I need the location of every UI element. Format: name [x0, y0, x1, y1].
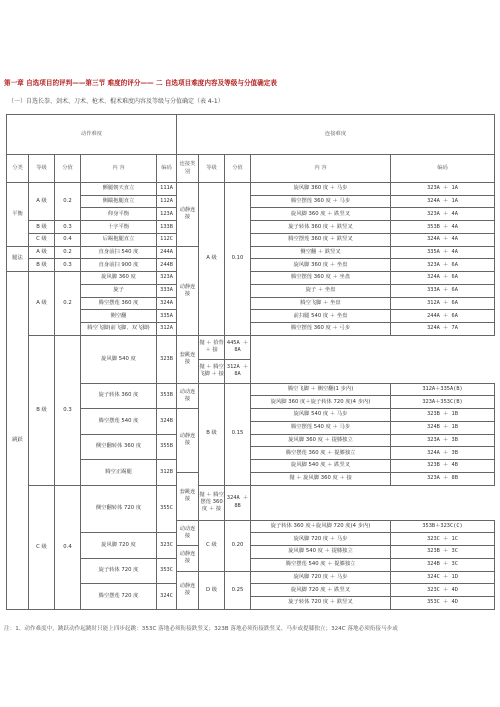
connection-score-cell: 0.10 [225, 183, 251, 336]
connection-content-cell: 旋子转体 360 度＋旋风脚 720 度(4 步内) [251, 520, 391, 533]
connection-content-cell: 抛 ＋ 腾空飞脚 ＋ 接 [199, 359, 225, 383]
connection-content-cell: 旋子转体 360 度 ＋ 跌竖叉 [251, 221, 391, 234]
content-cell: 腾空摆莲 360 度 [81, 297, 157, 310]
connection-score-cell: 0.25 [225, 571, 251, 609]
header-code: 编码 [157, 155, 177, 183]
content-cell: 后踢抱腿直立 [81, 233, 157, 246]
connection-content-cell: 旋风脚 540 度 ＋ 跌竖叉 [251, 460, 391, 473]
header-action-difficulty: 动作难度 [7, 115, 177, 155]
connection-code-cell: 324B ＋ 3C [391, 558, 495, 571]
score-cell: 0.2 [55, 272, 81, 336]
connection-code-cell: 353C ＋ 4D [391, 597, 495, 610]
code-cell: 353B [157, 383, 177, 408]
connection-content-cell: 腾空摆莲 360 度 ＋ 坐盘 [251, 272, 391, 285]
category-cell: 跳跃 [7, 272, 29, 610]
connection-code-cell: 353B＋323C(C) [391, 520, 495, 533]
connection-content-cell: 前扫腿 540 度 ＋ 坐盘 [251, 310, 391, 323]
connection-content-cell: 旋风脚 540 度 ＋ 提膝独立 [251, 546, 391, 559]
connection-code-cell: 335A ＋ 4A [391, 246, 495, 259]
code-cell: 323A [157, 272, 177, 285]
category-cell: 腿法 [7, 246, 29, 271]
header-category: 分类 [7, 155, 29, 183]
level-cell: B 级 [29, 259, 55, 272]
content-cell: 腾空正踢腿 [81, 460, 157, 485]
code-cell: 112C [157, 233, 177, 246]
connection-content-cell: 腾空摆莲 360 度 ＋ 弓步 [251, 323, 391, 336]
code-cell: 312A [157, 323, 177, 336]
connection-score-cell: 0.15 [225, 383, 251, 485]
connection-level-cell: D 级 [199, 571, 225, 609]
level-cell: A 级 [29, 272, 55, 336]
connection-content-cell: 抛 ＋ 旋风脚 360 度 ＋ 接 [251, 472, 391, 485]
connection-content-cell: 旋风脚 360 度 ＋ 跌竖叉 [251, 208, 391, 221]
code-cell: 355B [157, 434, 177, 459]
code-cell: 333A [157, 284, 177, 297]
connection-content-cell: 旋风脚 360 度 ＋ 马步 [251, 183, 391, 196]
connection-type-cell: 动静连接 [177, 246, 199, 335]
connection-level-cell: B 级 [199, 383, 225, 485]
connection-code-cell: 244A ＋ 6A [391, 310, 495, 323]
content-cell: 侧空翻转体 360 度 [81, 434, 157, 459]
connection-code-cell: 323A＋353C(B) [391, 396, 495, 409]
connection-code-cell: 323A ＋ 6A [391, 259, 495, 272]
header-level: 等级 [29, 155, 55, 183]
table-caption: （一）自选长拳、剑术、刀术、枪术、棍术难度内容及等级与分值确定（表 4-1） [8, 98, 224, 105]
connection-code-cell: 324A ＋ 4A [391, 233, 495, 246]
score-cell: 0.2 [55, 183, 81, 221]
connection-code-cell: 324A ＋ 3B [391, 447, 495, 460]
content-cell: 旋子 [81, 284, 157, 297]
connection-code-cell: 323A ＋ 3B [391, 434, 495, 447]
content-cell: 腾空摆莲 720 度 [81, 584, 157, 610]
connection-code-cell: 312A ＋ 8A [225, 359, 251, 383]
header-content: 内 容 [81, 155, 157, 183]
connection-level-cell: A 级 [199, 183, 225, 336]
connection-content-cell: 抛 ＋ 腾空摆莲 360 度 ＋ 接 [199, 485, 225, 520]
connection-type-cell: 动动连接 [177, 520, 199, 545]
connection-type-cell: 套跳连接 [177, 472, 199, 520]
level-cell: B 级 [29, 335, 55, 485]
connection-content-cell: 抛 ＋ 拾背 ＋ 接 [199, 335, 225, 359]
code-cell: 133B [157, 221, 177, 234]
connection-level-cell: C 级 [199, 520, 225, 571]
connection-code-cell: 312A＋335A(B) [391, 383, 495, 396]
code-cell: 244A [157, 246, 177, 259]
content-cell: 旋风脚 360 度 [81, 272, 157, 285]
content-cell: 颤腿朝天直立 [81, 183, 157, 196]
content-cell: 侧踹抱腿直立 [81, 195, 157, 208]
connection-code-cell: 324A ＋ 8B [225, 485, 251, 520]
connection-code-cell: 333A ＋ 6A [391, 284, 495, 297]
code-cell: 324A [157, 297, 177, 310]
content-cell: 腾空飞脚(前飞脚、双飞脚) [81, 323, 157, 336]
connection-code-cell: 323C ＋ 1C [391, 533, 495, 546]
connection-code-cell: 323B ＋ 3C [391, 546, 495, 559]
page-heading: 第一章 自选项目的评判——第三节 难度的评分—— 二 自选项目难度内容及等级与分值确定表 [4, 79, 277, 87]
connection-content-cell: 腾空摆莲 360 度 ＋ 马步 [251, 195, 391, 208]
connection-content-cell: 腾空摆莲 540 度 ＋ 提膝独立 [251, 558, 391, 571]
connection-code-cell: 324B ＋ 1B [391, 421, 495, 434]
code-cell: 323C [157, 533, 177, 558]
level-cell: C 级 [29, 485, 55, 610]
connection-code-cell: 324A ＋ 6A [391, 272, 495, 285]
level-cell: A 级 [29, 246, 55, 259]
connection-content-cell: 旋风脚 720 度 ＋ 跌竖叉 [251, 584, 391, 597]
connection-code-cell: 324A ＋ 7A [391, 323, 495, 336]
code-cell: 353C [157, 558, 177, 583]
header-score: 分值 [55, 155, 81, 183]
connection-content-cell: 旋风脚 360 度＋旋子转体 720 度(4 步内) [251, 396, 391, 409]
connection-content-cell: 腾空摆莲 360 度 ＋ 跌竖叉 [251, 233, 391, 246]
connection-code-cell: 445A ＋ 8A [225, 335, 251, 359]
content-cell: 仰身平衡 [81, 208, 157, 221]
connection-code-cell: 312A ＋ 6A [391, 297, 495, 310]
connection-code-cell: 323A ＋ 1A [391, 183, 495, 196]
code-cell: 324C [157, 584, 177, 610]
code-cell: 244B [157, 259, 177, 272]
connection-code-cell: 324A ＋ 1A [391, 195, 495, 208]
connection-score-cell: 0.20 [225, 520, 251, 571]
score-cell: 0.4 [55, 233, 81, 246]
content-cell: 直身前扫 540 度 [81, 246, 157, 259]
connection-code-cell: 323A ＋ 4A [391, 208, 495, 221]
connection-content-cell: 旋风脚 360 度 ＋ 提膝独立 [251, 434, 391, 447]
connection-code-cell: 323B ＋ 4B [391, 460, 495, 473]
code-cell: 335A [157, 310, 177, 323]
connection-code-cell: 353B ＋ 4A [391, 221, 495, 234]
connection-type-cell: 动静连接 [177, 409, 199, 473]
score-cell: 0.4 [55, 485, 81, 610]
code-cell: 324B [157, 409, 177, 434]
score-cell: 0.3 [55, 221, 81, 234]
header-connection-code: 编码 [391, 155, 495, 183]
connection-code-cell: 324C ＋ 1D [391, 571, 495, 584]
connection-type-cell: 动静连接 [177, 571, 199, 609]
connection-content-cell: 旋风脚 540 度 ＋ 马步 [251, 409, 391, 422]
connection-content-cell: 腾空飞脚 ＋ 侧空翻(1 步内) [251, 383, 391, 396]
code-cell: 355C [157, 485, 177, 533]
connection-content-cell: 侧空翻 ＋ 跌竖叉 [251, 246, 391, 259]
connection-content-cell: 腾空飞脚 ＋ 坐盘 [251, 297, 391, 310]
code-cell: 112A [157, 195, 177, 208]
score-cell: 0.2 [55, 246, 81, 259]
code-cell: 323B [157, 335, 177, 383]
code-cell: 123A [157, 208, 177, 221]
header-connection-difficulty: 连接难度 [177, 115, 495, 155]
footnote: 注：1、动作难度中，跳跃动作起跳时只能上四步起跳：353C 落地必须衔接跌竖叉；323B 落地必须衔接跌竖叉、马步或提膝独立；324C 落地必须衔接马步或 [4, 626, 398, 632]
connection-type-cell: 动静连接 [177, 546, 199, 571]
score-cell: 0.3 [55, 259, 81, 272]
connection-code-cell: 323B ＋ 1B [391, 409, 495, 422]
category-cell: 平衡 [7, 183, 29, 247]
connection-content-cell: 旋风脚 720 度 ＋ 马步 [251, 571, 391, 584]
content-cell: 侧空翻 [81, 310, 157, 323]
level-cell: A 级 [29, 183, 55, 221]
header-connection-score: 分值 [225, 155, 251, 183]
content-cell: 侧空翻转体 720 度 [81, 485, 157, 533]
content-cell: 十字平衡 [81, 221, 157, 234]
header-connection-level: 等级 [199, 155, 225, 183]
level-cell: B 级 [29, 221, 55, 234]
connection-type-cell: 动动连接 [177, 383, 199, 408]
connection-code-cell: 323C ＋ 4D [391, 584, 495, 597]
connection-code-cell: 323A ＋ 8B [391, 472, 495, 485]
content-cell: 旋子转体 720 度 [81, 558, 157, 583]
level-cell: C 级 [29, 233, 55, 246]
difficulty-table [6, 114, 494, 610]
code-cell: 312B [157, 460, 177, 485]
content-cell: 旋风脚 720 度 [81, 533, 157, 558]
score-cell: 0.3 [55, 335, 81, 485]
header-connection-content: 内 容 [251, 155, 391, 183]
content-cell: 腾空摆莲 540 度 [81, 409, 157, 434]
connection-content-cell: 腾空摆莲 360 度 ＋ 提膝独立 [251, 447, 391, 460]
code-cell: 111A [157, 183, 177, 196]
connection-content-cell: 旋子 ＋ 坐盘 [251, 284, 391, 297]
connection-content-cell: 腾空摆莲 540 度 ＋ 马步 [251, 421, 391, 434]
content-cell: 旋子转体 360 度 [81, 383, 157, 408]
header-connection-type: 连接类别 [177, 155, 199, 183]
connection-type-cell: 套跳连接 [177, 335, 199, 383]
connection-type-cell: 动静连接 [177, 183, 199, 247]
connection-content-cell: 旋子转体 720 度 ＋ 跌竖叉 [251, 597, 391, 610]
content-cell: 旋风脚 540 度 [81, 335, 157, 383]
content-cell: 直身前扫 900 度 [81, 259, 157, 272]
connection-content-cell: 旋风脚 360 度 ＋ 坐盘 [251, 259, 391, 272]
connection-content-cell: 旋风脚 720 度 ＋ 马步 [251, 533, 391, 546]
